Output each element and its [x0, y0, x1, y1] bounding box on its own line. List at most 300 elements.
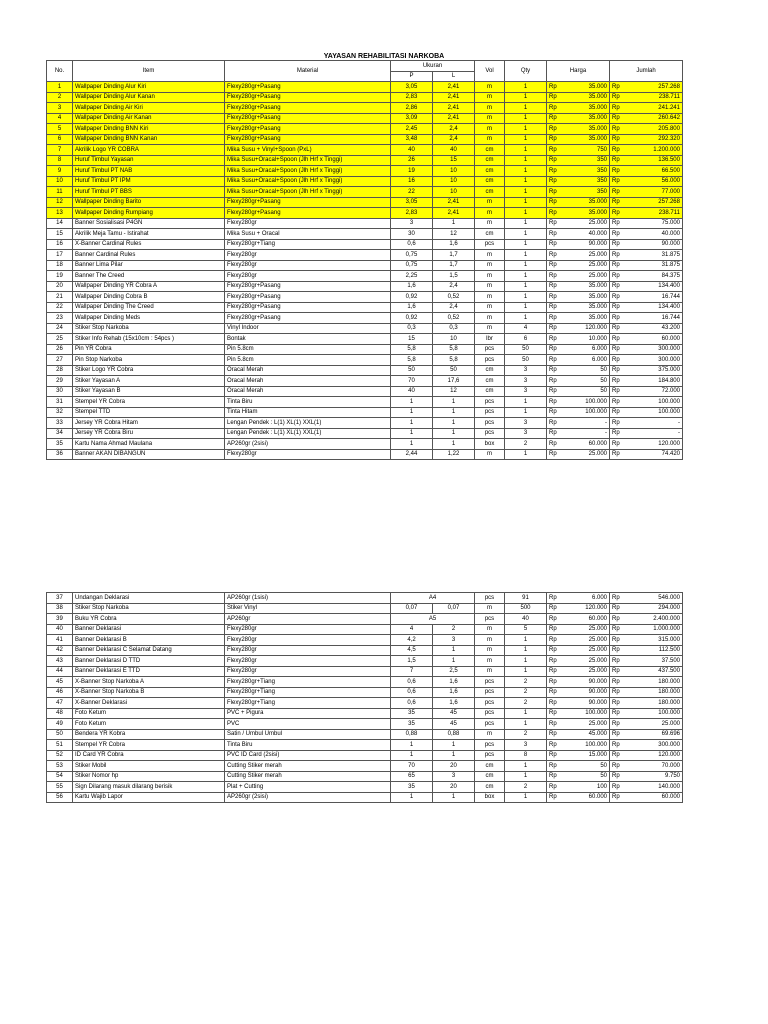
cell-l: 2,4 — [433, 302, 475, 313]
table-row — [47, 719, 683, 730]
cell-l: 45 — [433, 708, 475, 719]
cell-item: Kartu Wajib Lapor — [73, 792, 225, 803]
cell-vol: pcs — [475, 418, 505, 429]
cell-item: Wallpaper Dinding Barito — [73, 197, 225, 208]
cell-vol: m — [475, 313, 505, 324]
table-row — [47, 250, 683, 261]
cell-harga-currency: Rp — [547, 176, 561, 187]
table-row — [47, 134, 683, 145]
cell-item: ID Card YR Cobra — [73, 750, 225, 761]
cell-material: Vinyl Indoor — [225, 323, 391, 334]
cell-jumlah-currency: Rp — [610, 365, 624, 376]
cell-no: 13 — [47, 208, 73, 219]
cell-harga-currency: Rp — [547, 428, 561, 439]
cell-l: 1 — [433, 792, 475, 803]
cell-no: 35 — [47, 439, 73, 450]
cell-harga: 100.000 — [561, 407, 610, 418]
cell-harga: 90.000 — [561, 677, 610, 688]
cell-no: 28 — [47, 365, 73, 376]
cell-vol: pcs — [475, 708, 505, 719]
cell-item: Banner The Creed — [73, 271, 225, 282]
cell-harga: 60.000 — [561, 792, 610, 803]
cell-harga-currency: Rp — [547, 365, 561, 376]
cell-harga-currency: Rp — [547, 635, 561, 646]
cell-jumlah: 100.000 — [624, 397, 683, 408]
cell-no: 45 — [47, 677, 73, 688]
cell-p: 1 — [391, 407, 433, 418]
cell-harga-currency: Rp — [547, 208, 561, 219]
cell-p: 70 — [391, 761, 433, 772]
cell-jumlah-currency: Rp — [610, 645, 624, 656]
cell-material: Flexy280gr — [225, 260, 391, 271]
cell-harga: 6.000 — [561, 593, 610, 604]
cell-qty: 40 — [505, 614, 547, 625]
cell-harga-currency: Rp — [547, 729, 561, 740]
cell-harga-currency: Rp — [547, 397, 561, 408]
cell-harga-currency: Rp — [547, 260, 561, 271]
cell-no: 10 — [47, 176, 73, 187]
cell-vol: m — [475, 260, 505, 271]
cell-harga-currency: Rp — [547, 750, 561, 761]
cell-jumlah: 300.000 — [624, 344, 683, 355]
cell-material: Mika Susu + Vinyl+Spoon (PxL) — [225, 145, 391, 156]
cell-jumlah-currency: Rp — [610, 271, 624, 282]
cell-qty: 2 — [505, 698, 547, 709]
cell-l: 0,88 — [433, 729, 475, 740]
cell-p: 1 — [391, 439, 433, 450]
cell-jumlah: 238.711 — [624, 92, 683, 103]
header-jumlah: Jumlah — [610, 61, 683, 82]
cell-no: 14 — [47, 218, 73, 229]
cell-qty: 1 — [505, 239, 547, 250]
cell-qty: 1 — [505, 176, 547, 187]
cell-item: X-Banner Cardinal Rules — [73, 239, 225, 250]
cell-harga-currency: Rp — [547, 782, 561, 793]
cell-harga-currency: Rp — [547, 302, 561, 313]
cell-ukuran: A4 — [391, 593, 475, 604]
cell-vol: m — [475, 92, 505, 103]
cell-l: 10 — [433, 334, 475, 345]
cell-l: 1 — [433, 218, 475, 229]
cell-qty: 1 — [505, 82, 547, 93]
table-row — [47, 687, 683, 698]
cell-item: Sign Dilarang masuk dilarang berisik — [73, 782, 225, 793]
cell-item: Foto Ketum — [73, 719, 225, 730]
cell-material: AP260gr — [225, 614, 391, 625]
cell-p: 0,6 — [391, 677, 433, 688]
cell-harga-currency: Rp — [547, 281, 561, 292]
cell-jumlah-currency: Rp — [610, 656, 624, 667]
cell-material: Flexy280gr+Pasang — [225, 113, 391, 124]
cell-vol: pcs — [475, 344, 505, 355]
cell-vol: lbr — [475, 334, 505, 345]
cell-p: 40 — [391, 386, 433, 397]
cell-item: Wallpaper Dinding The Creed — [73, 302, 225, 313]
cell-no: 47 — [47, 698, 73, 709]
cell-no: 49 — [47, 719, 73, 730]
header-ukuran: Ukuran — [391, 61, 475, 72]
cell-l: 2,41 — [433, 92, 475, 103]
cell-jumlah-currency: Rp — [610, 176, 624, 187]
cell-vol: cm — [475, 386, 505, 397]
cell-p: 0,92 — [391, 292, 433, 303]
cell-no: 50 — [47, 729, 73, 740]
cell-jumlah-currency: Rp — [610, 334, 624, 345]
cell-qty: 3 — [505, 418, 547, 429]
cell-no: 15 — [47, 229, 73, 240]
cell-l: 0,07 — [433, 603, 475, 614]
cell-item: X-Banner Stop Narkoba B — [73, 687, 225, 698]
cell-no: 41 — [47, 635, 73, 646]
cell-vol: m — [475, 624, 505, 635]
cell-harga: 25.000 — [561, 449, 610, 460]
cell-l: 1,6 — [433, 677, 475, 688]
table-row — [47, 187, 683, 198]
cell-item: Jersey YR Cobra Hitam — [73, 418, 225, 429]
cell-no: 20 — [47, 281, 73, 292]
cell-item: Banner AKAN DIBANGUN — [73, 449, 225, 460]
table-row — [47, 677, 683, 688]
cell-p: 3,05 — [391, 82, 433, 93]
cell-p: 0,6 — [391, 239, 433, 250]
cell-material: Bontak — [225, 334, 391, 345]
cell-item: Wallpaper Dinding Air Kanan — [73, 113, 225, 124]
cell-harga: 50 — [561, 771, 610, 782]
table-row — [47, 386, 683, 397]
cell-material: Flexy280gr+Pasang — [225, 92, 391, 103]
cell-p: 3,09 — [391, 113, 433, 124]
header-vol: Vol — [475, 61, 505, 82]
cell-qty: 1 — [505, 761, 547, 772]
cell-jumlah: 257.268 — [624, 197, 683, 208]
cell-harga-currency: Rp — [547, 134, 561, 145]
cell-jumlah: 120.000 — [624, 750, 683, 761]
cell-jumlah: 300.000 — [624, 740, 683, 751]
cell-p: 1,6 — [391, 302, 433, 313]
cell-vol: pcs — [475, 687, 505, 698]
cell-item: Stiker Info Rehab (15x10cm : 54pcs ) — [73, 334, 225, 345]
cell-no: 30 — [47, 386, 73, 397]
cell-vol: cm — [475, 187, 505, 198]
cell-jumlah: 72.000 — [624, 386, 683, 397]
cell-p: 0,75 — [391, 260, 433, 271]
cell-jumlah-currency: Rp — [610, 449, 624, 460]
cell-vol: m — [475, 103, 505, 114]
cell-item: Foto Ketum — [73, 708, 225, 719]
cell-harga: 120.000 — [561, 323, 610, 334]
cell-p: 40 — [391, 145, 433, 156]
cell-jumlah-currency: Rp — [610, 218, 624, 229]
cell-material: Mika Susu+Oracal+Spoon (Jlh Hrf x Tinggi) — [225, 166, 391, 177]
cell-qty: 1 — [505, 92, 547, 103]
cell-vol: cm — [475, 145, 505, 156]
cell-qty: 1 — [505, 260, 547, 271]
cell-jumlah-currency: Rp — [610, 323, 624, 334]
cell-material: Oracal Merah — [225, 376, 391, 387]
cell-material: Mika Susu+Oracal+Spoon (Jlh Hrf x Tinggi) — [225, 176, 391, 187]
cell-qty: 1 — [505, 666, 547, 677]
cell-item: Wallpaper Dinding BNN Kiri — [73, 124, 225, 135]
cell-no: 37 — [47, 593, 73, 604]
table-row — [47, 239, 683, 250]
cell-l: 0,3 — [433, 323, 475, 334]
cell-material: Flexy280gr+Pasang — [225, 313, 391, 324]
cell-no: 40 — [47, 624, 73, 635]
table-row — [47, 197, 683, 208]
cell-harga-currency: Rp — [547, 334, 561, 345]
cell-vol: pcs — [475, 677, 505, 688]
cell-vol: m — [475, 645, 505, 656]
cell-jumlah: 90.000 — [624, 239, 683, 250]
table-row — [47, 635, 683, 646]
cell-jumlah: 16.744 — [624, 292, 683, 303]
cell-no: 23 — [47, 313, 73, 324]
cell-p: 2,45 — [391, 124, 433, 135]
cell-jumlah: - — [624, 418, 683, 429]
cell-qty: 4 — [505, 323, 547, 334]
cell-p: 0,6 — [391, 687, 433, 698]
cell-qty: 1 — [505, 407, 547, 418]
cell-l: 5,8 — [433, 344, 475, 355]
cell-material: Pin 5.8cm — [225, 344, 391, 355]
cell-item: Undangan Deklarasi — [73, 593, 225, 604]
cell-jumlah-currency: Rp — [610, 386, 624, 397]
cell-l: 45 — [433, 719, 475, 730]
cell-p: 2,83 — [391, 92, 433, 103]
cell-harga: 100.000 — [561, 740, 610, 751]
cell-harga-currency: Rp — [547, 92, 561, 103]
table-row — [47, 740, 683, 751]
cell-jumlah-currency: Rp — [610, 376, 624, 387]
cell-material: Lengan Pendek : L(1) XL(1) XXL(1) — [225, 428, 391, 439]
cell-jumlah-currency: Rp — [610, 134, 624, 145]
cell-l: 10 — [433, 166, 475, 177]
cell-p: 50 — [391, 365, 433, 376]
cell-jumlah: 136.500 — [624, 155, 683, 166]
cell-vol: cm — [475, 176, 505, 187]
cell-vol: m — [475, 603, 505, 614]
cell-jumlah: 60.000 — [624, 792, 683, 803]
cell-qty: 500 — [505, 603, 547, 614]
cell-harga: 35.000 — [561, 134, 610, 145]
cell-no: 12 — [47, 197, 73, 208]
cell-harga-currency: Rp — [547, 677, 561, 688]
cell-harga: 90.000 — [561, 239, 610, 250]
cell-jumlah-currency: Rp — [610, 708, 624, 719]
cell-l: 0,52 — [433, 292, 475, 303]
cell-l: 2,41 — [433, 197, 475, 208]
cell-harga: 50 — [561, 376, 610, 387]
cell-material: Cutting Stiker merah — [225, 761, 391, 772]
cell-vol: m — [475, 113, 505, 124]
cell-vol: m — [475, 635, 505, 646]
cell-jumlah: 56.000 — [624, 176, 683, 187]
cell-no: 4 — [47, 113, 73, 124]
cell-item: Wallpaper Dinding YR Cobra A — [73, 281, 225, 292]
cell-material: Flexy280gr — [225, 666, 391, 677]
cell-no: 27 — [47, 355, 73, 366]
cell-harga-currency: Rp — [547, 719, 561, 730]
table-row — [47, 344, 683, 355]
table-row — [47, 614, 683, 625]
cell-jumlah-currency: Rp — [610, 624, 624, 635]
cell-ukuran: A5 — [391, 614, 475, 625]
table-row — [47, 365, 683, 376]
cell-jumlah: 2.400.000 — [624, 614, 683, 625]
table-row — [47, 708, 683, 719]
cell-jumlah: 300.000 — [624, 355, 683, 366]
cell-item: Akrilik Logo YR COBRA — [73, 145, 225, 156]
cell-harga-currency: Rp — [547, 656, 561, 667]
cell-qty: 1 — [505, 645, 547, 656]
cell-p: 1 — [391, 418, 433, 429]
cell-l: 1,22 — [433, 449, 475, 460]
cell-material: Flexy280gr+Tiang — [225, 687, 391, 698]
cell-harga: 6.000 — [561, 355, 610, 366]
cell-jumlah-currency: Rp — [610, 113, 624, 124]
cell-harga-currency: Rp — [547, 250, 561, 261]
cell-p: 22 — [391, 187, 433, 198]
table-row — [47, 792, 683, 803]
cell-harga-currency: Rp — [547, 82, 561, 93]
header-qty: Qty — [505, 61, 547, 82]
cell-no: 7 — [47, 145, 73, 156]
cell-harga-currency: Rp — [547, 187, 561, 198]
cell-item: Wallpaper Dinding Alur Kiri — [73, 82, 225, 93]
cell-harga-currency: Rp — [547, 155, 561, 166]
cell-harga-currency: Rp — [547, 313, 561, 324]
cell-qty: 3 — [505, 740, 547, 751]
cell-l: 20 — [433, 782, 475, 793]
cell-p: 1 — [391, 792, 433, 803]
cell-jumlah: 25.000 — [624, 719, 683, 730]
cell-l: 2,41 — [433, 208, 475, 219]
cell-harga-currency: Rp — [547, 113, 561, 124]
cell-jumlah: 134.400 — [624, 281, 683, 292]
cell-qty: 1 — [505, 166, 547, 177]
cell-vol: cm — [475, 166, 505, 177]
cell-harga: 60.000 — [561, 614, 610, 625]
cell-harga: 25.000 — [561, 719, 610, 730]
cell-vol: m — [475, 729, 505, 740]
cell-vol: pcs — [475, 407, 505, 418]
cell-item: Stempel TTD — [73, 407, 225, 418]
cell-vol: m — [475, 82, 505, 93]
cell-p: 0,75 — [391, 250, 433, 261]
cell-harga: 25.000 — [561, 624, 610, 635]
cell-l: 40 — [433, 145, 475, 156]
table-row — [47, 355, 683, 366]
cell-vol: pcs — [475, 698, 505, 709]
cell-vol: pcs — [475, 355, 505, 366]
cell-p: 35 — [391, 782, 433, 793]
cell-p: 5,8 — [391, 355, 433, 366]
cell-qty: 1 — [505, 397, 547, 408]
cell-harga-currency: Rp — [547, 323, 561, 334]
cell-jumlah: 31.875 — [624, 250, 683, 261]
cell-l: 1,7 — [433, 260, 475, 271]
cell-harga: 35.000 — [561, 302, 610, 313]
cell-qty: 2 — [505, 439, 547, 450]
cell-jumlah-currency: Rp — [610, 166, 624, 177]
cell-l: 1,6 — [433, 239, 475, 250]
header-row — [47, 61, 683, 72]
cell-item: Huruf Timbul PT NAB — [73, 166, 225, 177]
cell-p: 70 — [391, 376, 433, 387]
cell-material: Flexy280gr+Pasang — [225, 82, 391, 93]
cell-jumlah-currency: Rp — [610, 145, 624, 156]
cell-l: 3 — [433, 771, 475, 782]
cell-jumlah: 205.800 — [624, 124, 683, 135]
cell-material: Tinta Hitam — [225, 407, 391, 418]
cell-material: Tinta Biru — [225, 397, 391, 408]
cell-jumlah: 31.875 — [624, 260, 683, 271]
cell-jumlah: - — [624, 428, 683, 439]
cell-qty: 1 — [505, 197, 547, 208]
cell-qty: 1 — [505, 313, 547, 324]
table-row — [47, 407, 683, 418]
cell-vol: pcs — [475, 239, 505, 250]
cell-p: 19 — [391, 166, 433, 177]
table-row — [47, 761, 683, 772]
cell-no: 24 — [47, 323, 73, 334]
cell-harga-currency: Rp — [547, 218, 561, 229]
cell-item: Huruf Timbul PT IPM — [73, 176, 225, 187]
cell-item: Stiker Logo YR Cobra — [73, 365, 225, 376]
header-item: Item — [73, 61, 225, 82]
cell-harga-currency: Rp — [547, 439, 561, 450]
cell-material: Flexy280gr+Pasang — [225, 124, 391, 135]
cell-vol: m — [475, 208, 505, 219]
cell-qty: 1 — [505, 771, 547, 782]
cell-harga: 35.000 — [561, 82, 610, 93]
cell-harga: 35.000 — [561, 113, 610, 124]
table-row — [47, 323, 683, 334]
cell-material: AP260gr (1sisi) — [225, 593, 391, 604]
cell-jumlah: 292.320 — [624, 134, 683, 145]
cell-harga-currency: Rp — [547, 666, 561, 677]
cell-harga: 50 — [561, 386, 610, 397]
cell-jumlah: 140.000 — [624, 782, 683, 793]
cell-harga-currency: Rp — [547, 418, 561, 429]
cell-harga: 60.000 — [561, 439, 610, 450]
cell-qty: 1 — [505, 792, 547, 803]
cell-harga: 90.000 — [561, 698, 610, 709]
cell-harga-currency: Rp — [547, 645, 561, 656]
cell-jumlah: 70.000 — [624, 761, 683, 772]
cell-jumlah: 257.268 — [624, 82, 683, 93]
cell-harga-currency: Rp — [547, 386, 561, 397]
cell-l: 2,41 — [433, 103, 475, 114]
cell-vol: cm — [475, 771, 505, 782]
cell-no: 3 — [47, 103, 73, 114]
cell-vol: m — [475, 292, 505, 303]
cell-harga: 25.000 — [561, 635, 610, 646]
cell-no: 33 — [47, 418, 73, 429]
cell-vol: m — [475, 134, 505, 145]
cell-material: PVC + Pigura — [225, 708, 391, 719]
header-l: L — [433, 71, 475, 82]
cell-qty: 1 — [505, 250, 547, 261]
cell-item: X-Banner Stop Narkoba A — [73, 677, 225, 688]
cell-harga: 100 — [561, 782, 610, 793]
cell-harga: 35.000 — [561, 92, 610, 103]
cell-harga: 50 — [561, 365, 610, 376]
cell-no: 52 — [47, 750, 73, 761]
cell-no: 25 — [47, 334, 73, 345]
cell-material: Plat + Cutting — [225, 782, 391, 793]
cell-material: Flexy280gr+Pasang — [225, 103, 391, 114]
